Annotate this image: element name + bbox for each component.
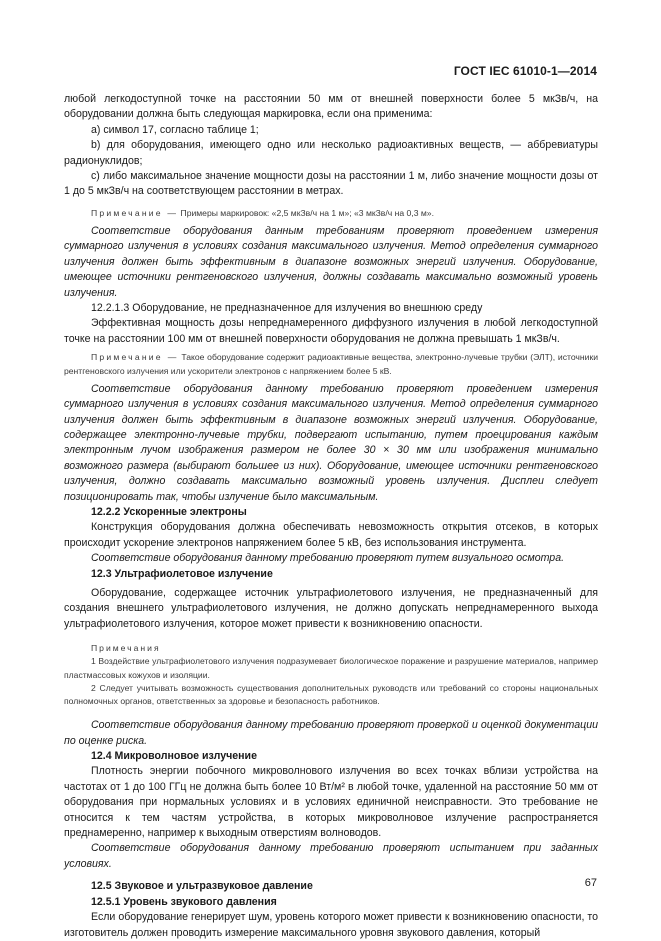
clause-heading-12-2-1-3: 12.2.1.3 Оборудование, не предназначенное для излучения во внешнюю среду: [91, 302, 483, 315]
paragraph: Оборудование, содержащее источник ультрафиолетового излучения, не предназначенный для создания внешнего ультрафиолетового излучения, не должно допускать непреднамеренного выхода ультрафиолетового излучения, которое может привести к возникновению опасности.: [64, 586, 598, 630]
paragraph: Плотность энергии побочного микроволнового излучения во всех точках вблизи устройства на частотах от 1 до 100 ГГц не должна быть более 10 Вт/м² в любой точке, удаленной на расстояние 50 мм от оборудования при нормальных условиях и в условиях единичной неисправности. Это требование не относится к тем частям устройства, в которых микроволновое излучение распространяется преднамеренно, например к выходным отверстиям волноводов.: [64, 765, 598, 840]
note-label: Примечание —: [91, 352, 179, 363]
page-content: [64, 92, 598, 941]
list-item-a: a) символ 17, согласно таблице 1;: [91, 123, 259, 136]
standard-header: ГОСТ IEC 61010-1—2014: [453, 64, 597, 78]
paragraph: Эффективная мощность дозы непреднамеренного диффузного излучения в любой легкодоступной точке на расстоянии 100 мм от внешней поверхности оборудования не должна превышать 1 мкЗв/ч.: [64, 317, 598, 345]
notes-heading: Примечания: [91, 643, 161, 654]
list-item-c: c) либо максимальное значение мощности дозы на расстоянии 1 м, либо значение мощности дозы от 1 до 5 мкЗв/ч на соответствующем расстоянии в метрах.: [64, 170, 598, 198]
section-heading-12-3: 12.3 Ультрафиолетовое излучение: [91, 567, 273, 580]
paragraph: любой легкодоступной точке на расстоянии 50 мм от внешней поверхности более 5 мкЗв/ч, на оборудовании должна быть следующая маркировка, если она применима:: [64, 93, 598, 121]
paragraph: Конструкция оборудования должна обеспечивать невозможность открытия отсеков, в которых происходит ускорение электронов напряжением более 5 кВ, без использования инструмента.: [64, 521, 598, 549]
note: [64, 207, 598, 220]
compliance-paragraph: Соответствие оборудования данному требованию проверяют путем визуального осмотра.: [91, 552, 565, 565]
note: [64, 351, 598, 377]
note-text: Примеры маркировок: «2,5 мкЗв/ч на 1 м»; «3 мкЗв/ч на 0,3 м».: [180, 207, 434, 218]
compliance-paragraph: Соответствие оборудования данному требованию проверяют проведением измерения суммарного излучения в условиях создания максимального излучения. Метод определения суммарного излучения должен быть эффективным в диапазоне возможных энергий излучения. Оборудование, содержащее электронно-лучевые трубки, подвергают испытанию, путем проецирования каждым электронным лучом изображения размером не более 30 × 30 мм или изображения минимально возможного размера (выбирают большее из них). Оборудование, имеющее источники рентгеновского излучения, должно создавать максимально возможный уровень излучения. Дисплеи следует позиционировать так, чтобы излучение было максимальным.: [64, 382, 598, 503]
compliance-paragraph: Соответствие оборудования данным требованиям проверяют проведением измерения суммарного излучения в условиях создания максимального излучения. Метод определения суммарного излучения должен быть эффективным в диапазоне возможных энергий излучения. Оборудование, имеющее источники рентгеновского излучения, должны создавать максимально возможный уровень излучения.: [64, 225, 598, 299]
section-heading-12-2-2: 12.2.2 Ускоренные электроны: [91, 505, 247, 518]
section-heading-12-5-1: 12.5.1 Уровень звукового давления: [91, 895, 277, 908]
note-text: Такое оборудование содержит радиоактивные вещества, электронно-лучевые трубки (ЭЛТ), источники рентгеновского излучения или ускорители электронов с напряжением более 5 кВ.: [64, 352, 599, 376]
section-heading-12-5: 12.5 Звуковое и ультразвуковое давление: [91, 880, 313, 893]
note-item-2: 2 Следует учитывать возможность существования дополнительных руководств или требований со стороны национальных полномочных органов, ответственных за здоровье и безопасность работников.: [64, 682, 598, 707]
section-heading-12-4: 12.4 Микроволновое излучение: [91, 750, 257, 763]
compliance-paragraph: Соответствие оборудования данному требованию проверяют проверкой и оценкой документации по оценке риска.: [64, 719, 598, 747]
list-item-b: b) для оборудования, имеющего одно или несколько радиоактивных веществ, — аббревиатуры радионуклидов;: [64, 139, 598, 167]
paragraph: Если оборудование генерирует шум, уровень которого может привести к возникновению опасности, то изготовитель должен проводить измерение максимального уровня звукового давления, который: [64, 911, 598, 939]
compliance-paragraph: Соответствие оборудования данному требованию проверяют испытанием при заданных условиях.: [64, 842, 598, 870]
note-item-1: 1 Воздействие ультрафиолетового излучения подразумевает биологическое поражение и разрушение материалов, например пластмассовых кожухов и изоляции.: [64, 656, 598, 680]
note-label: Примечание —: [91, 207, 179, 218]
page-number: 67: [584, 877, 597, 889]
